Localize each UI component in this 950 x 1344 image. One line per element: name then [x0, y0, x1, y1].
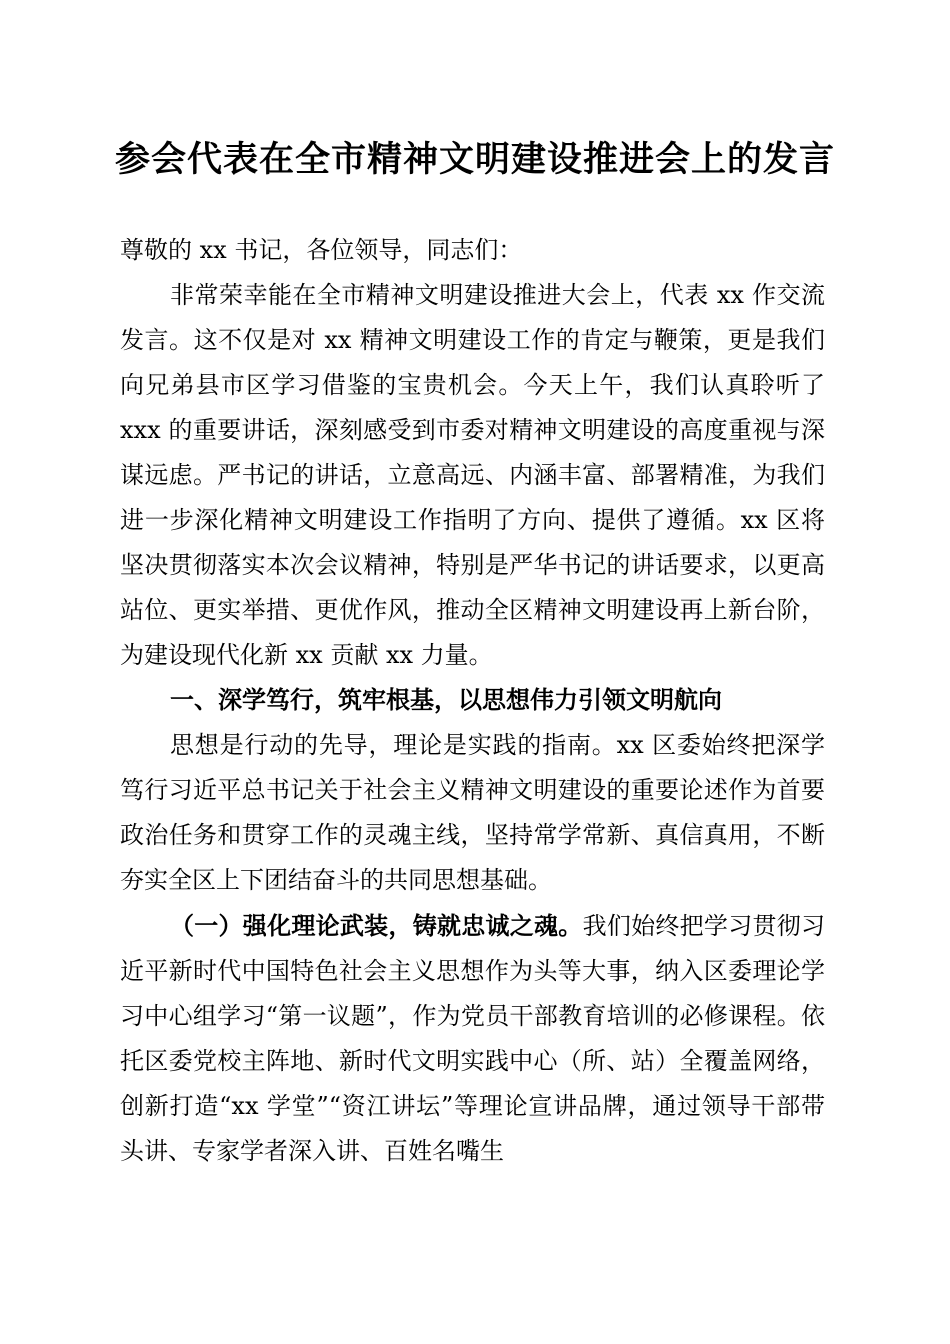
section-heading-1: 一、深学笃行，筑牢根基，以思想伟力引领文明航向: [170, 686, 722, 714]
subsection-1-body: 我们始终把学习贯彻习近平新时代中国特色社会主义思想作为头等大事，纳入区委理论学习中心组学习“第一议题”，作为党员干部教育培训的必修课程。依托区委党校主阵地、新时代文明实践中心（所、站）全覆盖网络，创新打造“xx 学堂”“资江讲坛”等理论宣讲品牌，通过领导干部带头讲、专家学者深入讲、百姓名嘴生: [120, 912, 826, 1165]
section-1-paragraph: 思想是行动的先导，理论是实践的指南。xx 区委始终把深学笃行习近平总书记关于社会主义精神文明建设的重要论述作为首要政治任务和贯穿工作的灵魂主线，坚持常学常新、真信真用，不断夯实全区上下团结奋斗的共同思想基础。: [120, 731, 825, 894]
intro-paragraph: 非常荣幸能在全市精神文明建设推进大会上，代表 xx 作交流发言。这不仅是对 xx 精神文明建设工作的肯定与鞭策，更是我们向兄弟县市区学习借鉴的宝贵机会。今天上午，我们认真聆听了 xxx 的重要讲话，深刻感受到市委对精神文明建设的高度重视与深谋远虑。严书记的讲话，立意高远、内涵丰富、部署精准，为我们进一步深化精神文明建设工作指明了方向、提供了遵循。xx 区将坚决贯彻落实本次会议精神，特别是严华书记的讲话要求，以更高站位、更实举措、更优作风，推动全区精神文明建设再上新台阶，为建设现代化新 xx 贡献 xx 力量。: [120, 281, 825, 669]
document-body: [120, 228, 825, 1174]
subsection-1-paragraph: [120, 903, 825, 1174]
salutation: 尊敬的 xx 书记，各位领导，同志们：: [120, 236, 523, 264]
subsection-1-lead: （一）强化理论武装，铸就忠诚之魂。: [170, 911, 583, 940]
document-title: 参会代表在全市精神文明建设推进会上的发言: [114, 139, 835, 180]
